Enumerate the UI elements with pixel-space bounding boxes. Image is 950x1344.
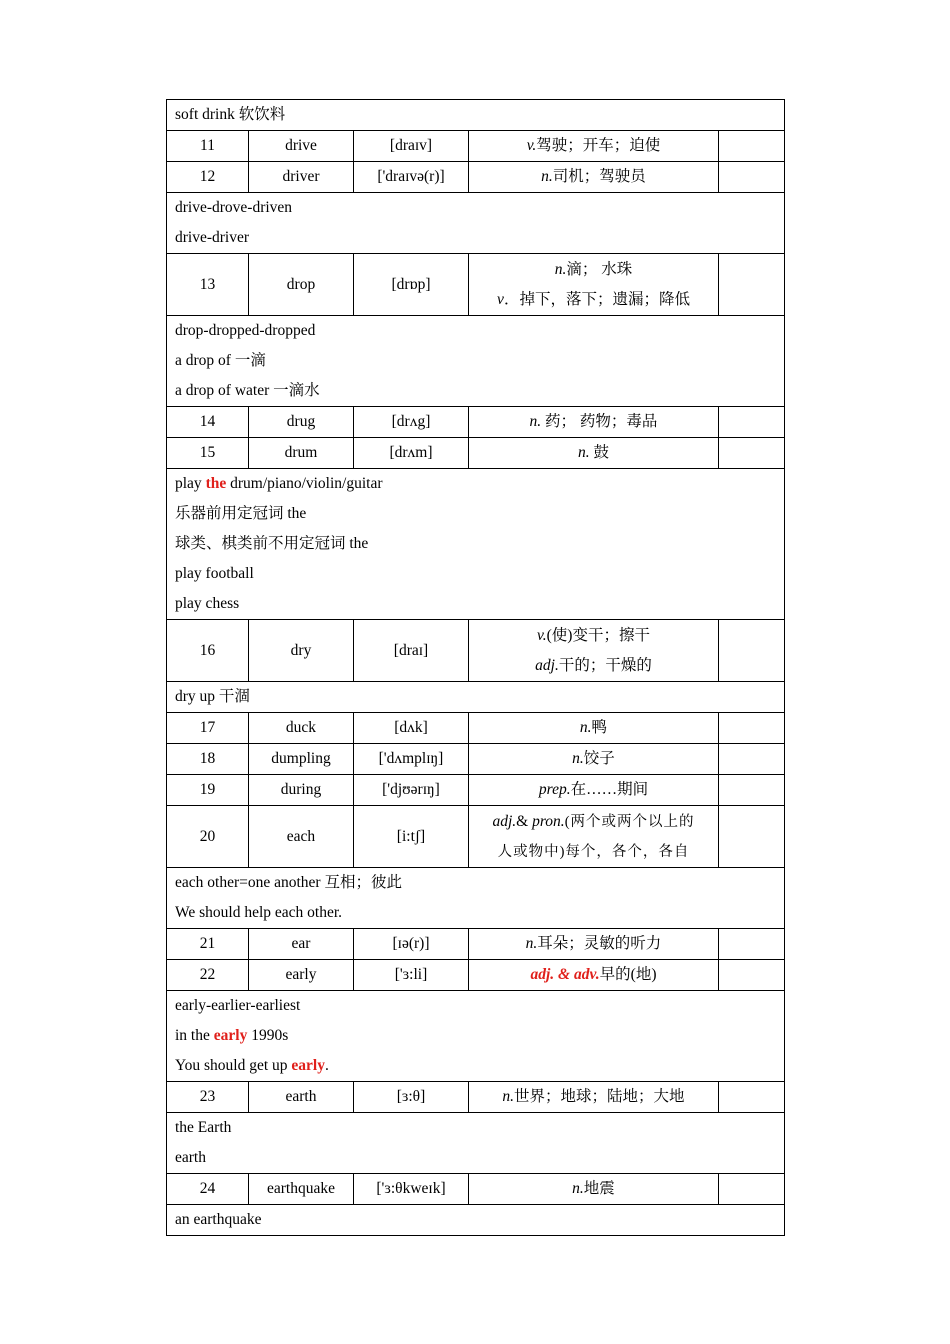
entry-word: each (249, 806, 354, 868)
entry-meaning (469, 713, 719, 744)
entry-blank (719, 131, 785, 162)
entry-word: driver (249, 162, 354, 193)
entry-meaning (469, 744, 719, 775)
entry-blank (719, 407, 785, 438)
entry-meaning (469, 162, 719, 193)
entry-number: 14 (167, 407, 249, 438)
part-of-speech: adj. (492, 812, 517, 830)
part-of-speech: v. (537, 626, 547, 644)
part-of-speech: adj. (535, 656, 559, 674)
entry-blank (719, 438, 785, 469)
entry-phonetic: [i:tʃ] (354, 806, 469, 868)
vocabulary-table (166, 99, 785, 1236)
part-of-speech: n. (577, 444, 590, 461)
entry-blank (719, 775, 785, 806)
note-row (167, 316, 785, 407)
definition: (使)变干；擦干 (546, 626, 650, 644)
note-row (167, 682, 785, 713)
definition: 滴； 水珠 (566, 260, 633, 278)
entry-number: 23 (167, 1082, 249, 1113)
part-of-speech: prep. (538, 781, 571, 798)
part-of-speech: pron. (532, 812, 565, 830)
entry-word: drum (249, 438, 354, 469)
entry-word: earth (249, 1082, 354, 1113)
part-of-speech: n. (502, 1088, 515, 1105)
entry-word: dumpling (249, 744, 354, 775)
part-of-speech: n. (572, 1180, 584, 1197)
note-line: play the drum/piano/violin/guitar (175, 475, 383, 492)
note-line: soft drink 软饮料 (175, 106, 286, 123)
part-of-speech: n. (541, 168, 553, 185)
entry-meaning (469, 929, 719, 960)
entry-meaning (469, 1174, 719, 1205)
word-row (167, 775, 785, 806)
entry-meaning (469, 960, 719, 991)
entry-phonetic: [drʌg] (354, 407, 469, 438)
part-of-speech: n. (579, 719, 592, 736)
entry-meaning (469, 438, 719, 469)
word-row (167, 713, 785, 744)
entry-meaning (469, 620, 719, 682)
entry-number: 17 (167, 713, 249, 744)
entry-word: earthquake (249, 1174, 354, 1205)
definition: 饺子 (583, 750, 615, 767)
note-row (167, 1205, 785, 1236)
note-line: dry up 干涸 (175, 688, 250, 705)
note-row (167, 991, 785, 1082)
entry-phonetic: [ɪə(r)] (354, 929, 469, 960)
note-line: drop-dropped-dropped (175, 322, 316, 339)
entry-blank (719, 1082, 785, 1113)
note-line: each other=one another 互相；彼此 (175, 874, 402, 891)
entry-word: drive (249, 131, 354, 162)
word-row (167, 1082, 785, 1113)
note-line: drive-drove-driven (175, 199, 293, 216)
entry-phonetic: ['djʊərɪŋ] (354, 775, 469, 806)
entry-phonetic: [draɪv] (354, 131, 469, 162)
entry-number: 16 (167, 620, 249, 682)
entry-number: 12 (167, 162, 249, 193)
entry-meaning (469, 1082, 719, 1113)
word-row (167, 620, 785, 682)
entry-word: dry (249, 620, 354, 682)
note-line: a drop of water 一滴水 (175, 382, 320, 399)
entry-word: early (249, 960, 354, 991)
word-row (167, 744, 785, 775)
entry-meaning (469, 254, 719, 316)
word-row (167, 1174, 785, 1205)
entry-phonetic: [drʌm] (354, 438, 469, 469)
note-line: 乐器前用定冠词 the (175, 505, 307, 522)
note-line: earth (175, 1149, 206, 1166)
entry-meaning (469, 775, 719, 806)
note-line: drive-driver (175, 229, 250, 246)
entry-number: 11 (167, 131, 249, 162)
note-row (167, 193, 785, 254)
word-row (167, 929, 785, 960)
entry-number: 18 (167, 744, 249, 775)
entry-phonetic: ['dʌmplɪŋ] (354, 744, 469, 775)
definition: 干的；干燥的 (558, 656, 652, 674)
note-row (167, 469, 785, 620)
part-of-speech: n. (529, 413, 542, 430)
entry-blank (719, 620, 785, 682)
entry-number: 19 (167, 775, 249, 806)
entry-meaning (469, 131, 719, 162)
part-of-speech: n. (572, 750, 584, 767)
highlighted-word: early (291, 1057, 325, 1074)
entry-number: 21 (167, 929, 249, 960)
word-row (167, 438, 785, 469)
entry-number: 24 (167, 1174, 249, 1205)
entry-phonetic: ['ɜ:θkweɪk] (354, 1174, 469, 1205)
definition: 世界；地球；陆地；大地 (514, 1088, 685, 1105)
note-row (167, 1113, 785, 1174)
note-line: an earthquake (175, 1211, 262, 1228)
note-line: in the early 1990s (175, 1027, 289, 1044)
definition: 在……期间 (570, 781, 649, 798)
definition: 司机；驾驶员 (552, 168, 646, 185)
entry-blank (719, 162, 785, 193)
entry-phonetic: ['draɪvə(r)] (354, 162, 469, 193)
entry-blank (719, 1174, 785, 1205)
part-of-speech: n. (554, 260, 567, 278)
definition: 鸭 (591, 719, 608, 736)
word-row (167, 806, 785, 868)
entry-blank (719, 960, 785, 991)
definition: 鼓 (589, 444, 609, 461)
part-of-speech: adj. & adv. (530, 966, 600, 983)
entry-blank (719, 806, 785, 868)
note-line: the Earth (175, 1119, 232, 1136)
entry-word: during (249, 775, 354, 806)
entry-blank (719, 929, 785, 960)
note-line: a drop of 一滴 (175, 352, 266, 369)
word-row (167, 162, 785, 193)
entry-word: drop (249, 254, 354, 316)
note-line: 球类、棋类前不用定冠词 the (175, 535, 369, 552)
entry-number: 20 (167, 806, 249, 868)
part-of-speech: n. (525, 935, 538, 952)
entry-meaning (469, 407, 719, 438)
entry-phonetic: [draɪ] (354, 620, 469, 682)
part-of-speech: v. (526, 137, 537, 154)
entry-word: drug (249, 407, 354, 438)
note-line: play chess (175, 595, 240, 612)
highlighted-word: early (213, 1027, 248, 1044)
definition: 药； 药物；毒品 (541, 413, 658, 430)
note-line: early-earlier-earliest (175, 997, 301, 1014)
word-row (167, 254, 785, 316)
entry-word: duck (249, 713, 354, 744)
entry-phonetic: [ɜ:θ] (354, 1082, 469, 1113)
entry-blank (719, 744, 785, 775)
entry-number: 15 (167, 438, 249, 469)
entry-blank (719, 254, 785, 316)
entry-phonetic: [drɒp] (354, 254, 469, 316)
note-row (167, 100, 785, 131)
note-row (167, 868, 785, 929)
entry-word: ear (249, 929, 354, 960)
highlighted-word: the (205, 475, 227, 492)
word-row (167, 960, 785, 991)
word-row (167, 407, 785, 438)
entry-number: 22 (167, 960, 249, 991)
note-line: We should help each other. (175, 904, 343, 921)
definition: 早的(地) (599, 966, 657, 983)
entry-meaning: adj.& pron.(两个或两个以上的 人或物中)每个，各个，各自 (469, 806, 719, 868)
definition: 地震 (583, 1180, 615, 1197)
definition: (两个或两个以上的 (564, 813, 695, 830)
part-of-speech: v (497, 290, 504, 308)
entry-blank (719, 713, 785, 744)
note-line: play football (175, 565, 254, 582)
definition: 驾驶；开车；迫使 (536, 137, 661, 154)
entry-phonetic: ['ɜ:li] (354, 960, 469, 991)
definition: 人或物中)每个，各个，各自 (497, 843, 690, 860)
definition: ．掉下，落下；遗漏；降低 (503, 290, 690, 308)
entry-phonetic: [dʌk] (354, 713, 469, 744)
entry-number: 13 (167, 254, 249, 316)
definition: 耳朵；灵敏的听力 (537, 935, 662, 952)
word-row (167, 131, 785, 162)
note-line: You should get up early. (175, 1057, 329, 1074)
